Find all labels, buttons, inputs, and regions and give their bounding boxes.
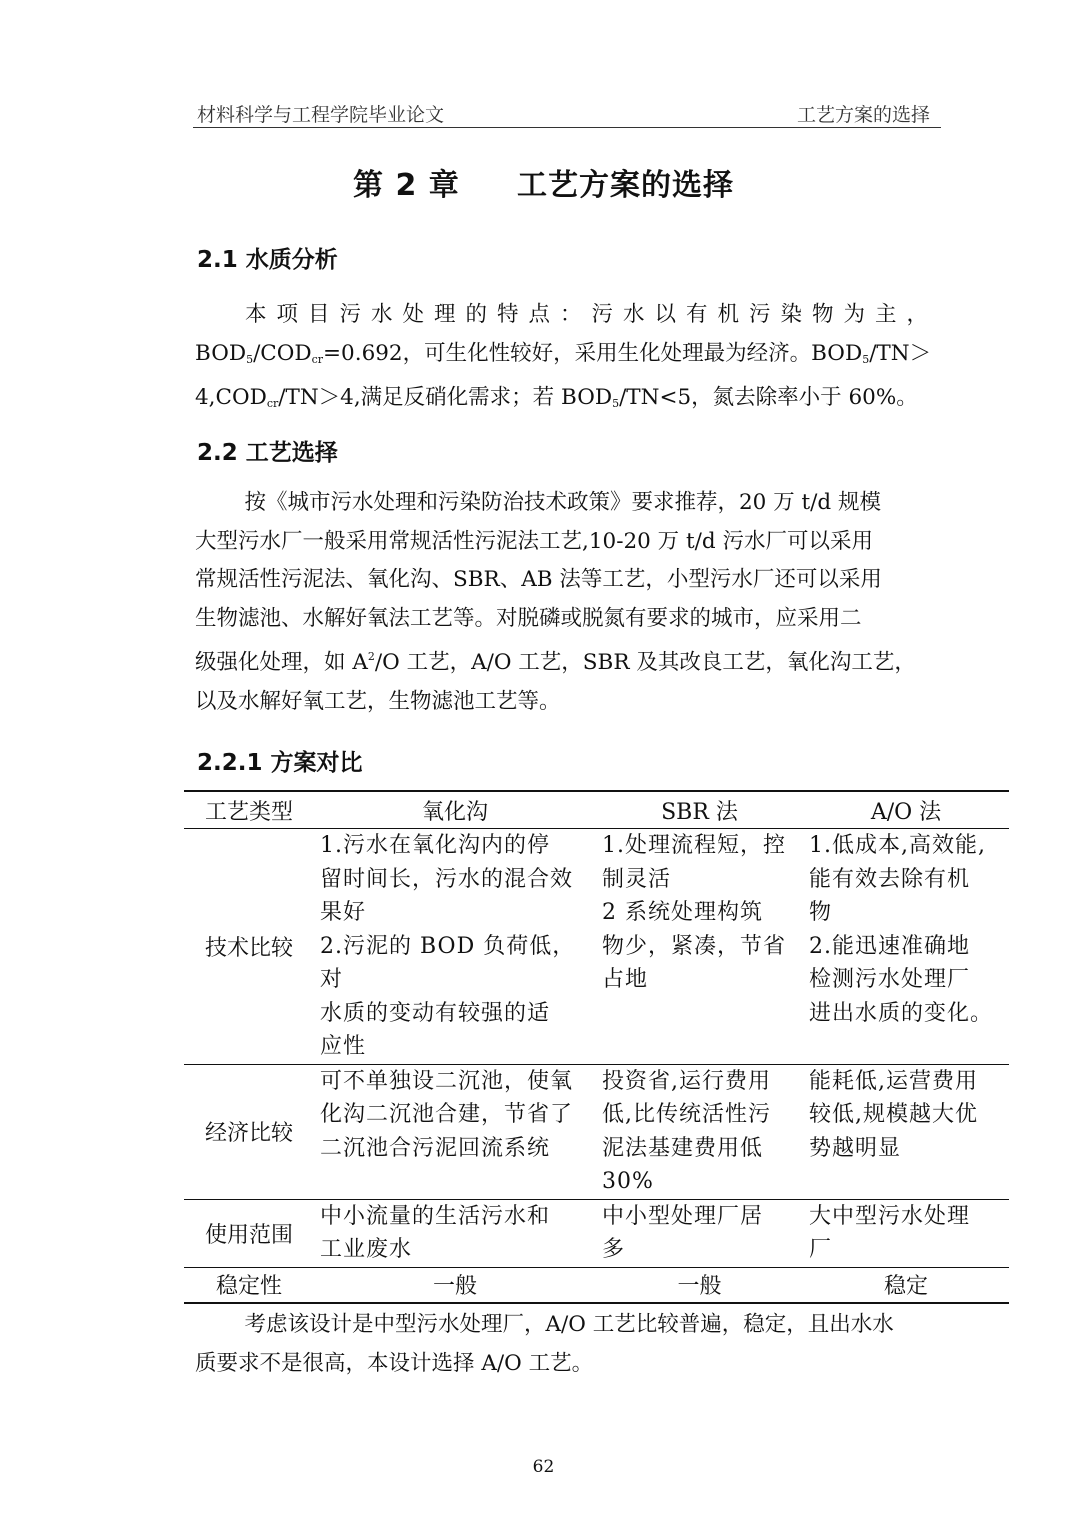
table-cell: 投资省,运行费用 低,比传统活性污 泥法基建费用低 30% [602, 1068, 771, 1194]
paragraph-line: 级强化处理，如 $A^2/O$ 工艺，A/O 工艺，SBR 及其改良工艺，氧化沟工艺， [195, 650, 916, 676]
paragraph-water-quality [195, 296, 941, 424]
chapter-title: 第 2 章 工艺方案的选择 [353, 168, 734, 203]
paragraph-process-selection [195, 484, 941, 722]
table-cell: 稳定 [883, 1274, 928, 1299]
table-cell: 1.处理流程短，控 制灵活 2 系统处理构筑 物少，紧凑，节省 占地 [602, 833, 787, 992]
paragraph-line: 本项目污水处理的特点：污水以有机污染物为主， [245, 302, 939, 327]
table-row [184, 829, 1009, 1065]
table-row [184, 1267, 1009, 1303]
paragraph-line: 大型污水厂一般采用常规活性污泥法工艺,10-20 万 t/d 污水厂可以采用 [195, 528, 873, 554]
table-cell: 1.污水在氧化沟内的停 留时间长，污水的混合效 果好 2.污泥的 BOD 负荷低，对 水质的变动有较强的适 应性 [320, 833, 576, 1059]
row-label: 技术比较 [204, 935, 293, 961]
table-row [184, 1199, 1009, 1267]
paragraph-line: $BOD_5/COD_{cr}=0.692$，可生化性较好，采用生化处理最为经济。$BOD_5/TN>$ [195, 340, 932, 366]
paragraph-line: $4,COD_{cr}/TN>4$,满足反硝化需求；若 $BOD_5/TN<5$，氮去除率小于 60%。 [195, 385, 918, 411]
table-row [184, 1064, 1009, 1199]
header-thesis-title: 材料科学与工程学院毕业论文 [197, 104, 445, 126]
section-heading-2-2: 2.2 工艺选择 [197, 440, 338, 466]
table-header-cell: 工艺类型 [204, 799, 293, 825]
header-chapter-name: 工艺方案的选择 [796, 104, 930, 126]
header-rule [193, 127, 941, 128]
table-header-row [184, 791, 1009, 829]
table-cell: 一般 [677, 1274, 722, 1299]
table-cell: 大中型污水处理 厂 [809, 1203, 971, 1262]
table-header-cell: A/O 法 [870, 799, 942, 825]
paragraph-conclusion [195, 1306, 941, 1383]
row-label: 稳定性 [215, 1274, 282, 1299]
table-cell: 可不单独设二沉池，使氧 化沟二沉池合建，节省了 二沉池合污泥回流系统 [320, 1068, 574, 1161]
table-cell: 1.低成本,高效能, 能有效去除有机 物 2.能迅速准确地 检测污水处理厂 进出水质的变化。 [809, 833, 994, 1026]
paragraph-line: 考虑该设计是中型污水处理厂，A/O 工艺比较普遍，稳定，且出水水 [223, 1312, 894, 1337]
paragraph-line: 生物滤池、水解好氧法工艺等。对脱磷或脱氮有要求的城市，应采用二 [195, 605, 862, 631]
table-header-cell: 氧化沟 [421, 799, 488, 825]
section-heading-2-2-1: 2.2.1 方案对比 [197, 750, 363, 776]
table-cell: 中小流量的生活污水和 工业废水 [320, 1203, 551, 1262]
section-heading-2-1: 2.1 水质分析 [197, 247, 338, 273]
paragraph-line: 按《城市污水处理和污染防治技术政策》要求推荐，20 万 t/d 规模 [223, 490, 882, 515]
row-label: 使用范围 [204, 1222, 293, 1248]
table-cell: 一般 [432, 1274, 477, 1299]
paragraph-line: 质要求不是很高，本设计选择 A/O 工艺。 [195, 1350, 594, 1376]
row-label: 经济比较 [204, 1121, 293, 1146]
table-cell: 中小型处理厂居 多 [602, 1203, 764, 1262]
table-header-cell: SBR 法 [661, 799, 738, 825]
comparison-table [184, 790, 1009, 1304]
paragraph-line: 常规活性污泥法、氧化沟、SBR、AB 法等工艺，小型污水厂还可以采用 [195, 567, 882, 593]
table-cell: 能耗低,运营费用 较低,规模越大优 势越明显 [809, 1068, 978, 1161]
page-number: 62 [532, 1457, 555, 1477]
paragraph-line: 以及水解好氧工艺，生物滤池工艺等。 [195, 688, 561, 714]
